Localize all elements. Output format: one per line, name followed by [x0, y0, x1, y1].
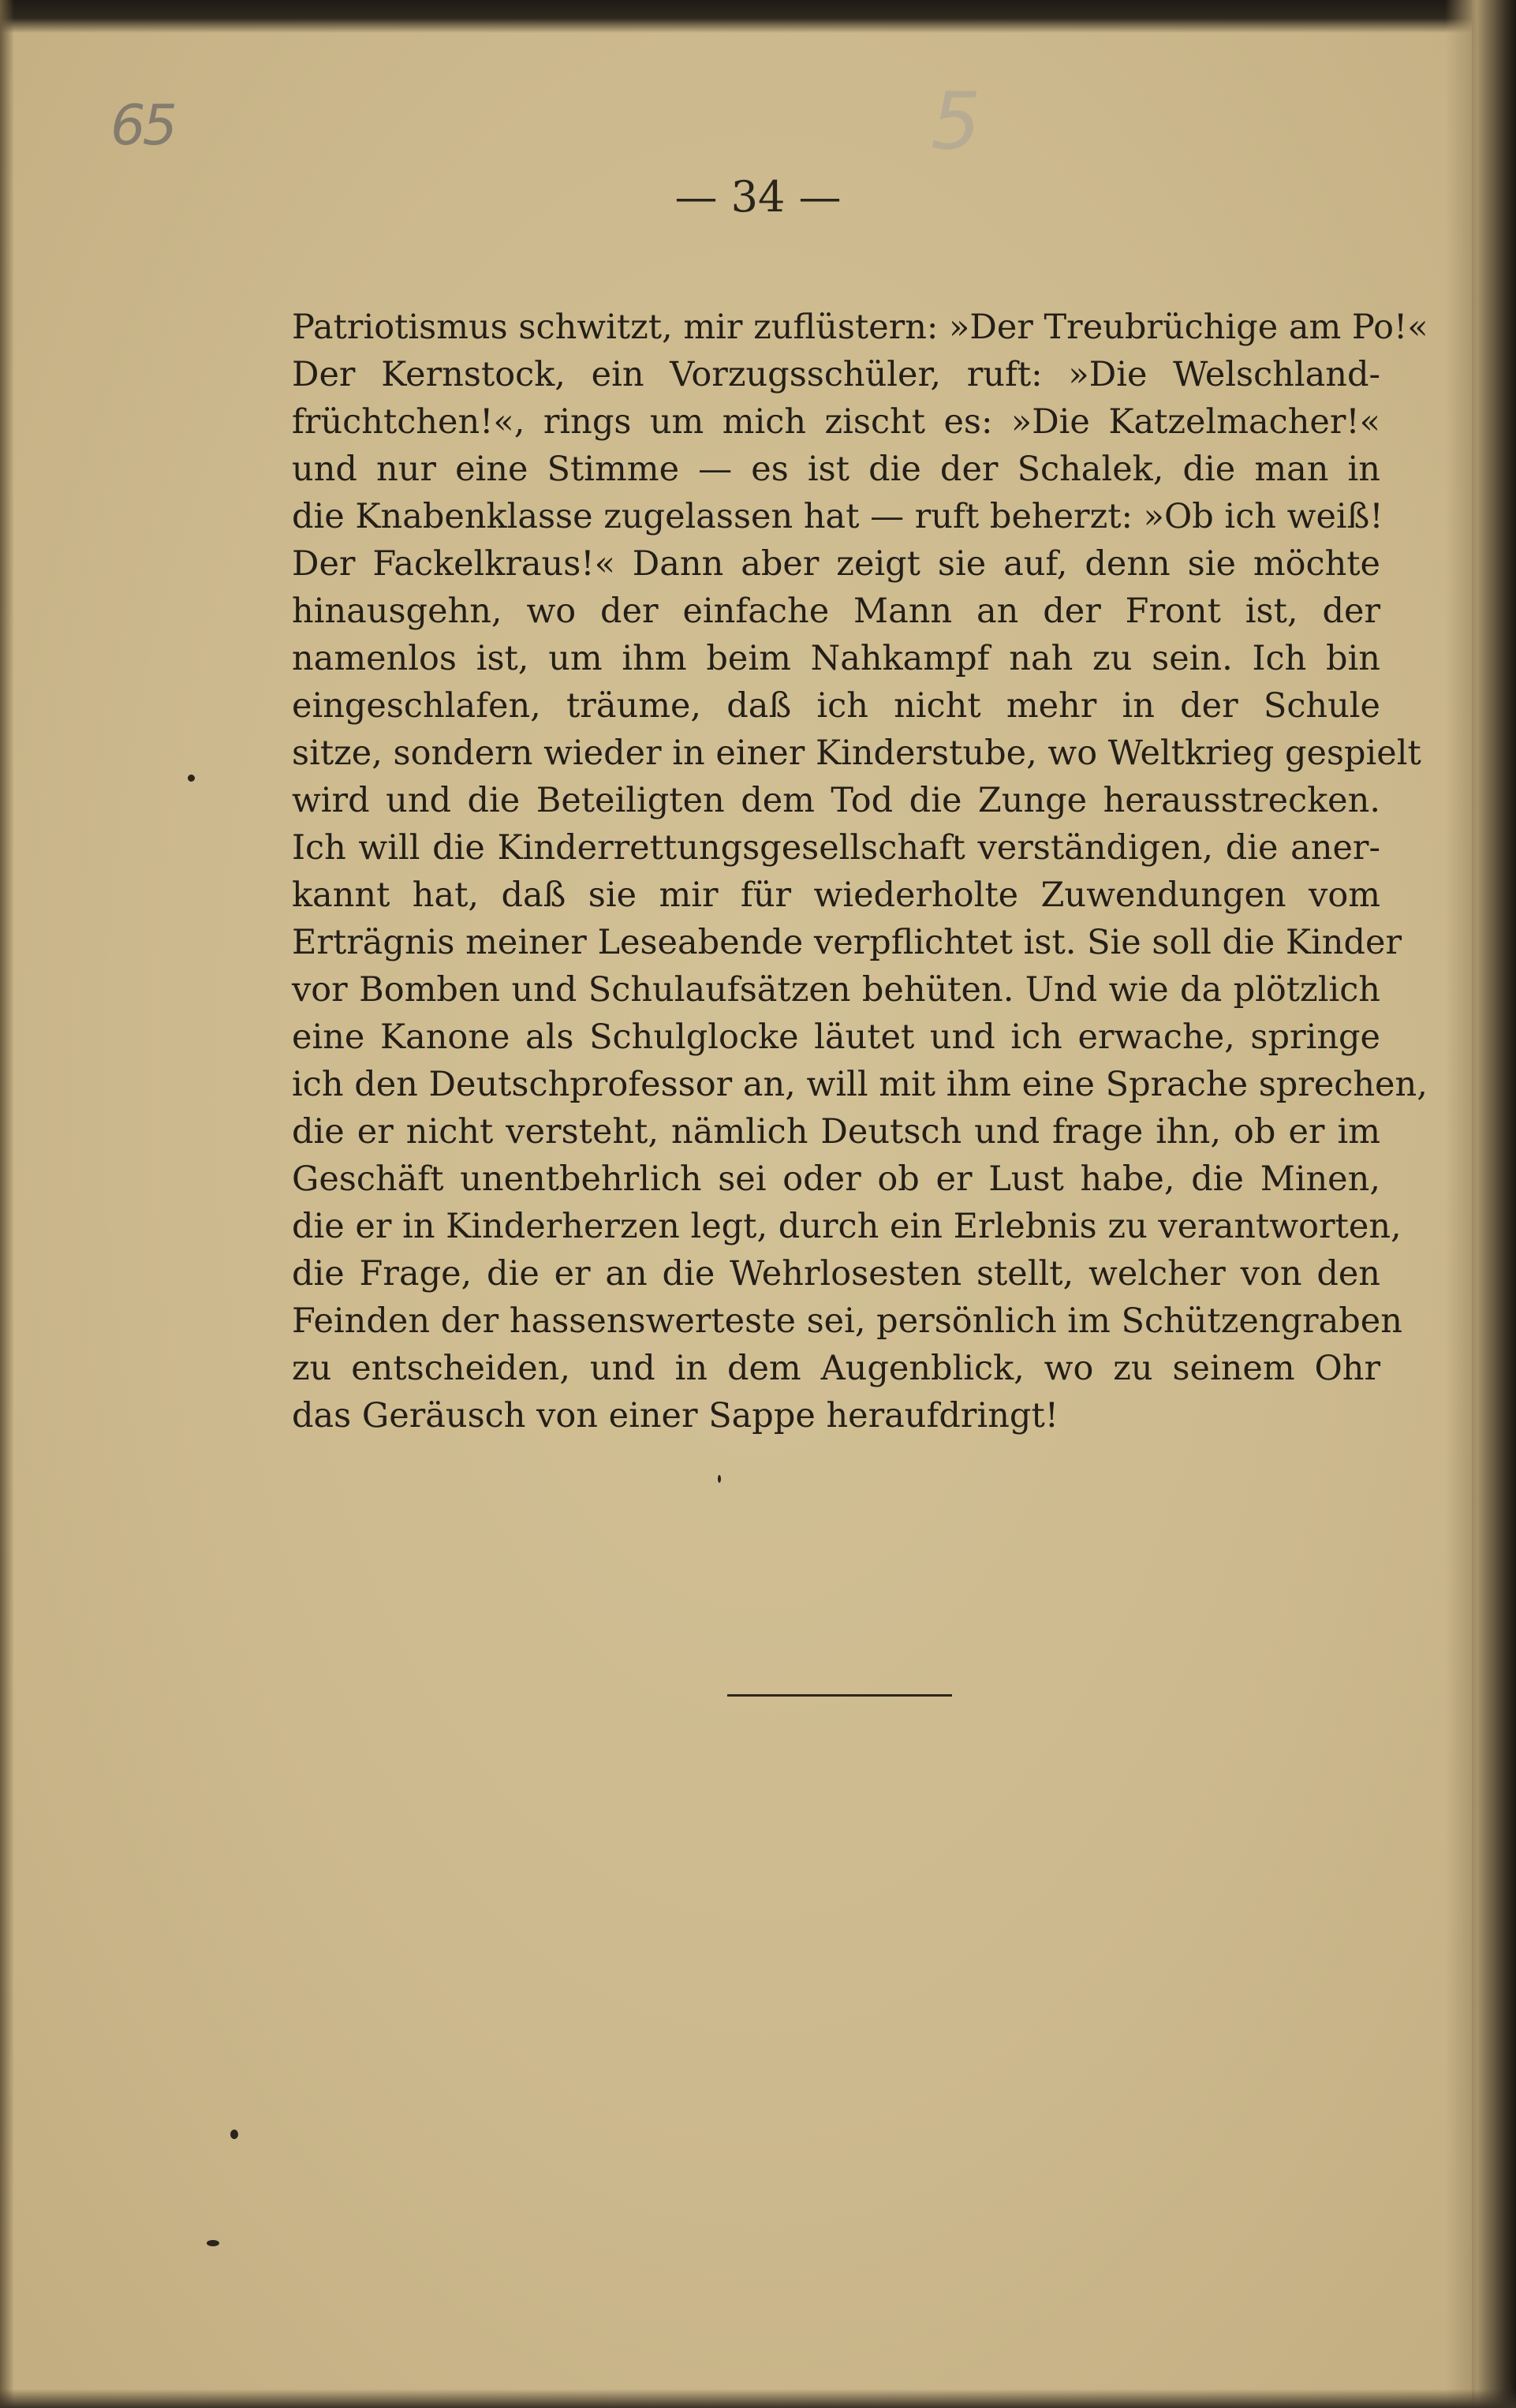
text-line: namenlos ist, um ihm beim Nahkampf nah zu sein. Ich bin — [292, 639, 1380, 678]
top-edge-shadow — [0, 0, 1516, 33]
left-page-edge — [0, 0, 14, 2408]
text-line: zu entscheiden, und in dem Augenblick, wo zu seinem Ohr — [292, 1349, 1380, 1388]
text-line: die Frage, die er an die Wehrlosesten stellt, welcher von den — [292, 1254, 1380, 1294]
text-line: Ich will die Kinderrettungsgesellschaft verständigen, die aner- — [292, 828, 1380, 868]
text-line: die er nicht versteht, nämlich Deutsch und frage ihn, ob er im — [292, 1112, 1380, 1152]
text-line: Der Kernstock, ein Vorzugsschüler, ruft: »Die Welschland- — [292, 355, 1380, 394]
page-number: — 34 — — [674, 172, 842, 222]
text-line: Feinden der hassenswerteste sei, persönlich im Schützengraben — [292, 1301, 1402, 1341]
body-paragraph — [292, 304, 1428, 1439]
text-line: hinausgehn, wo der einfache Mann an der Front ist, der — [292, 592, 1380, 631]
bottom-edge-shadow — [0, 2389, 1516, 2408]
text-line: ich den Deutschprofessor an, will mit ihm eine Sprache sprechen, — [292, 1065, 1428, 1104]
text-line: wird und die Beteiligten dem Tod die Zunge herausstrecken. — [292, 781, 1380, 820]
text-line: eine Kanone als Schulglocke läutet und ich erwache, springe — [292, 1017, 1380, 1057]
text-line: Erträgnis meiner Leseabende verpflichtet ist. Sie soll die Kinder — [292, 923, 1402, 962]
text-line: Patriotismus schwitzt, mir zuflüstern: »Der Treubrüchige am Po!« — [292, 308, 1428, 347]
text-line: die er in Kinderherzen legt, durch ein Erlebnis zu verantworten, — [292, 1207, 1402, 1246]
ink-speck — [718, 1475, 721, 1483]
text-line: vor Bomben und Schulaufsätzen behüten. Und wie da plötzlich — [292, 970, 1380, 1010]
pencil-annotation-right: 5 — [931, 75, 981, 167]
right-page-edge — [1445, 0, 1516, 2408]
text-line: und nur eine Stimme — es ist die der Schalek, die man in — [292, 450, 1380, 489]
text-line: eingeschlafen, träume, daß ich nicht mehr in der Schule — [292, 686, 1380, 726]
text-line: die Knabenklasse zugelassen hat — ruft beherzt: »Ob ich weiß! — [292, 497, 1383, 536]
ink-speck — [188, 775, 195, 782]
text-line: Geschäft unentbehrlich sei oder ob er Lust habe, die Minen, — [292, 1159, 1380, 1199]
text-line: früchtchen!«, rings um mich zischt es: »Die Katzelmacher!« — [292, 402, 1380, 442]
text-line: kannt hat, daß sie mir für wiederholte Zuwendungen vom — [292, 875, 1380, 915]
end-rule — [727, 1694, 952, 1697]
ink-speck — [207, 2240, 219, 2246]
text-line-final: das Geräusch von einer Sappe heraufdringt! — [292, 1396, 1059, 1435]
text-line: sitze, sondern wieder in einer Kinderstube, wo Weltkrieg gespielt — [292, 734, 1421, 773]
ink-speck — [230, 2130, 238, 2139]
pencil-annotation-left: 65 — [110, 93, 175, 158]
text-line: Der Fackelkraus!« Dann aber zeigt sie auf, denn sie möchte — [292, 544, 1380, 584]
